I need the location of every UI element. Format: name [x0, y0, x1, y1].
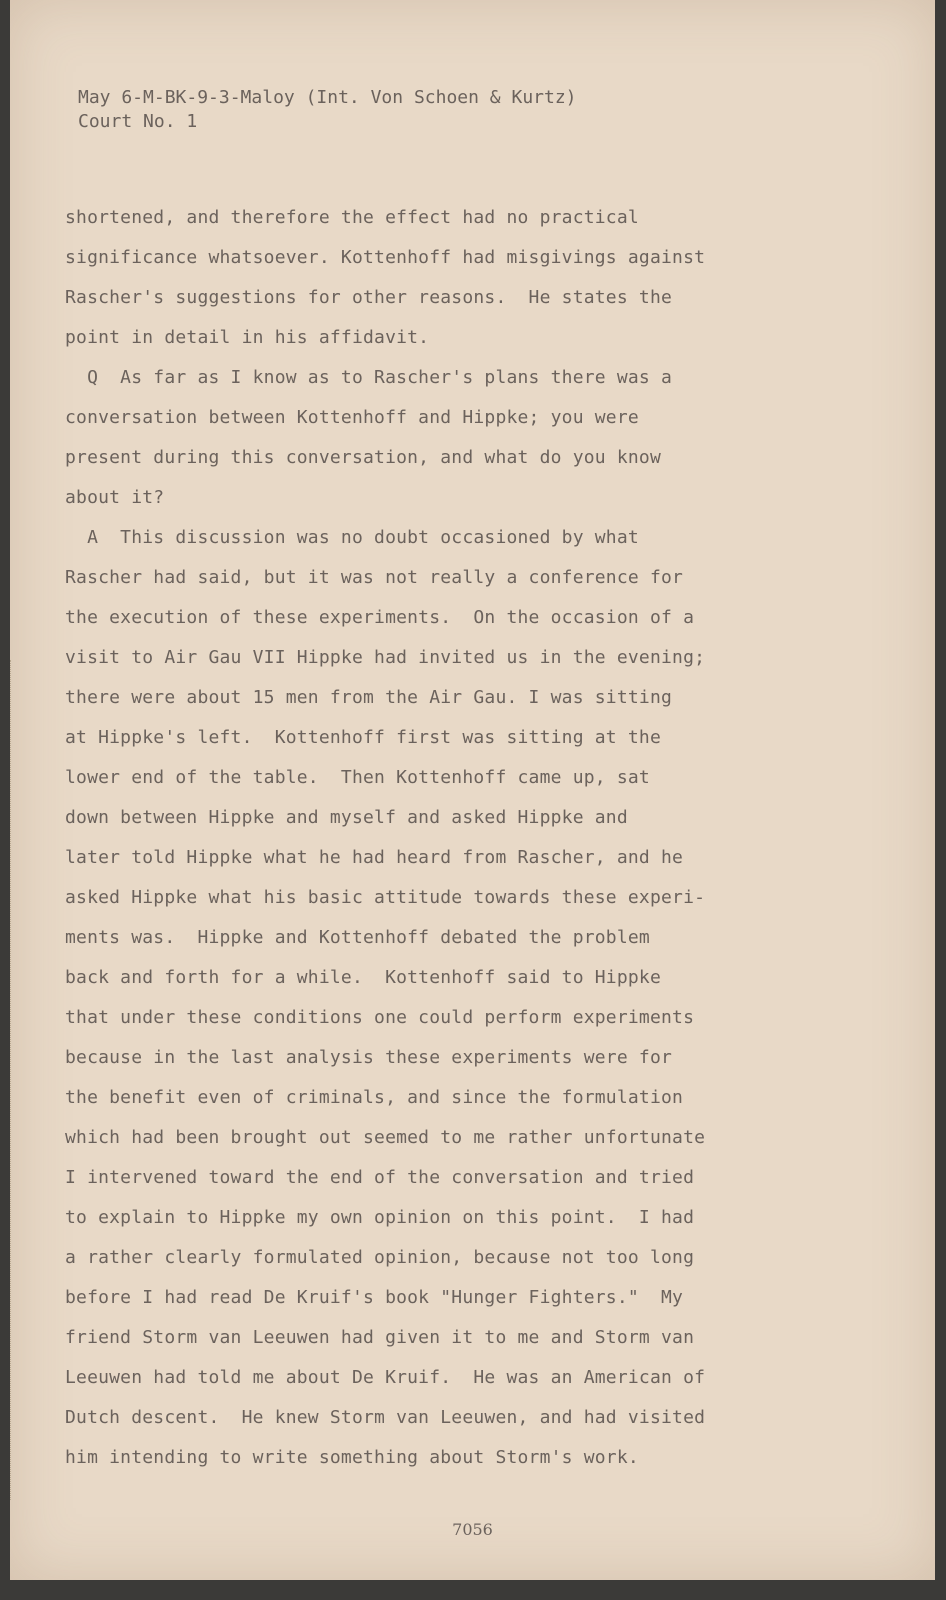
transcript-line: down between Hippke and myself and asked Hippke and	[65, 807, 628, 828]
document-page	[10, 0, 935, 1580]
transcript-line: back and forth for a while. Kottenhoff said to Hippke	[65, 967, 661, 988]
transcript-line: point in detail in his affidavit.	[65, 327, 430, 348]
transcript-line: shortened, and therefore the effect had no practical	[65, 207, 639, 228]
transcript-line: conversation between Kottenhoff and Hippke; you were	[65, 407, 639, 428]
transcript-line: at Hippke's left. Kottenhoff first was sitting at the	[65, 727, 661, 748]
transcript-line: him intending to write something about Storm's work.	[65, 1447, 639, 1468]
transcript-line: Leeuwen had told me about De Kruif. He was an American of	[65, 1367, 706, 1388]
answer-line: A This discussion was no doubt occasioned by what	[65, 527, 639, 548]
header-court-number: Court No. 1	[78, 111, 198, 132]
question-line: Q As far as I know as to Rascher's plans there was a	[65, 367, 673, 388]
transcript-line: about it?	[65, 487, 165, 508]
transcript-line: lower end of the table. Then Kottenhoff came up, sat	[65, 767, 650, 788]
transcript-line: visit to Air Gau VII Hippke had invited us in the evening;	[65, 647, 706, 668]
transcript-line: a rather clearly formulated opinion, because not too long	[65, 1247, 695, 1268]
header-case-reference: May 6-M-BK-9-3-Maloy (Int. Von Schoen & Kurtz)	[78, 87, 577, 108]
transcript-line: friend Storm van Leeuwen had given it to me and Storm van	[65, 1327, 695, 1348]
transcript-line: before I had read De Kruif's book "Hunger Fighters." My	[65, 1287, 684, 1308]
transcript-line: to explain to Hippke my own opinion on this point. I had	[65, 1207, 695, 1228]
transcript-line: later told Hippke what he had heard from Rascher, and he	[65, 847, 684, 868]
page-edge-mark	[10, 660, 17, 1500]
transcript-line: ments was. Hippke and Kottenhoff debated the problem	[65, 927, 650, 948]
transcript-line: the execution of these experiments. On the occasion of a	[65, 607, 695, 628]
transcript-line: there were about 15 men from the Air Gau. I was sitting	[65, 687, 673, 708]
transcript-line: which had been brought out seemed to me rather unfortunate	[65, 1127, 706, 1148]
page-number: 7056	[452, 1520, 493, 1539]
transcript-line: that under these conditions one could perform experiments	[65, 1007, 695, 1028]
transcript-line: Rascher had said, but it was not really a conference for	[65, 567, 684, 588]
transcript-body	[65, 198, 825, 1478]
transcript-line: significance whatsoever. Kottenhoff had misgivings against	[65, 247, 706, 268]
transcript-line: asked Hippke what his basic attitude towards these experi-	[65, 887, 706, 908]
transcript-line: because in the last analysis these experiments were for	[65, 1047, 673, 1068]
transcript-line: I intervened toward the end of the conversation and tried	[65, 1167, 695, 1188]
transcript-line: Dutch descent. He knew Storm van Leeuwen, and had visited	[65, 1407, 706, 1428]
transcript-line: present during this conversation, and what do you know	[65, 447, 661, 468]
transcript-line: Rascher's suggestions for other reasons. He states the	[65, 287, 673, 308]
transcript-line: the benefit even of criminals, and since the formulation	[65, 1087, 684, 1108]
document-header	[78, 86, 577, 134]
